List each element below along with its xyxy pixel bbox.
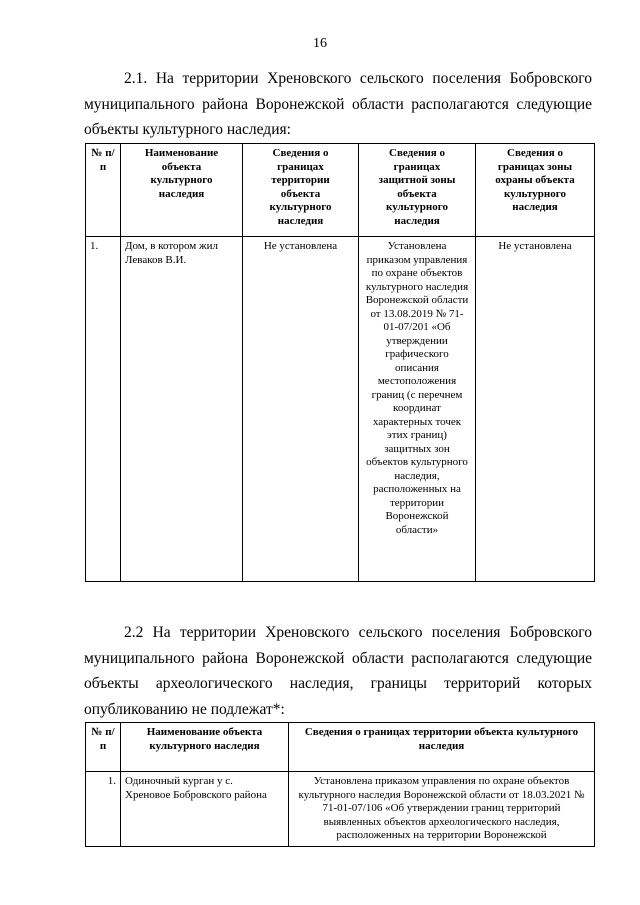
section-1-line-1: 2.1. На территории Хреновского сельского поселения Бобровского bbox=[124, 70, 592, 87]
section-1-line-2: муниципального района Воронежской области располагаются следующие bbox=[84, 95, 592, 113]
table-row bbox=[86, 237, 595, 582]
col-header-number: № п/п bbox=[86, 723, 121, 772]
col-header-name: Наименование объекта культурного наследия bbox=[121, 144, 243, 237]
col-header-number: № п/п bbox=[86, 144, 121, 237]
table-row bbox=[86, 772, 595, 847]
col-header-protective-zone: Сведения о границах защитной зоны объекта культурного наследия bbox=[359, 144, 476, 237]
row-protective-zone: Установлена приказом управления по охране объектов культурного наследия Воронежской области от 13.08.2019 № 71-01-07/201 «Об утверждении графического описания местоположения границ (с перечнем координат характерных точек этих границ) защитных зон объектов культурного наследия, расположенных на территории Воронежской области» bbox=[359, 237, 476, 582]
row-territory: Не установлена bbox=[243, 237, 359, 582]
col-header-territory: Сведения о границах территории объекта культурного наследия bbox=[289, 723, 595, 772]
archaeological-objects-table bbox=[85, 722, 595, 847]
row-name: Одиночный курган у с. Хреновое Бобровского района bbox=[121, 772, 289, 847]
row-number: 1. bbox=[86, 237, 121, 582]
row-territory: Установлена приказом управления по охране объектов культурного наследия Воронежской области от 18.03.2021 № 71-01-07/106 «Об утверждении границ территорий выявленных объектов археологического наследия, расположенных на территории Воронежской bbox=[289, 772, 595, 847]
table-header-row bbox=[86, 144, 595, 237]
section-1-line-3: объекты культурного наследия: bbox=[84, 121, 291, 138]
table-header-row bbox=[86, 723, 595, 772]
page-number: 16 bbox=[313, 36, 327, 51]
row-number: 1. bbox=[86, 772, 121, 847]
section-2-line-2: муниципального района Воронежской области располагаются следующие bbox=[84, 649, 592, 667]
row-protection-zone: Не установлена bbox=[476, 237, 595, 582]
col-header-protection-zone: Сведения о границах зоны охраны объекта культурного наследия bbox=[476, 144, 595, 237]
row-name: Дом, в котором жил Леваков В.И. bbox=[121, 237, 243, 582]
heritage-objects-table bbox=[85, 143, 595, 582]
section-1-intro bbox=[84, 66, 592, 143]
section-2-line-4: опубликованию не подлежат*: bbox=[84, 700, 285, 718]
section-2-intro bbox=[84, 620, 592, 722]
section-2-line-3: объекты археологического наследия, границы территорий которых bbox=[84, 675, 592, 692]
col-header-territory: Сведения о границах территории объекта культурного наследия bbox=[243, 144, 359, 237]
section-2-line-1: 2.2 На территории Хреновского сельского поселения Бобровского bbox=[124, 624, 592, 641]
col-header-name: Наименование объекта культурного наследия bbox=[121, 723, 289, 772]
